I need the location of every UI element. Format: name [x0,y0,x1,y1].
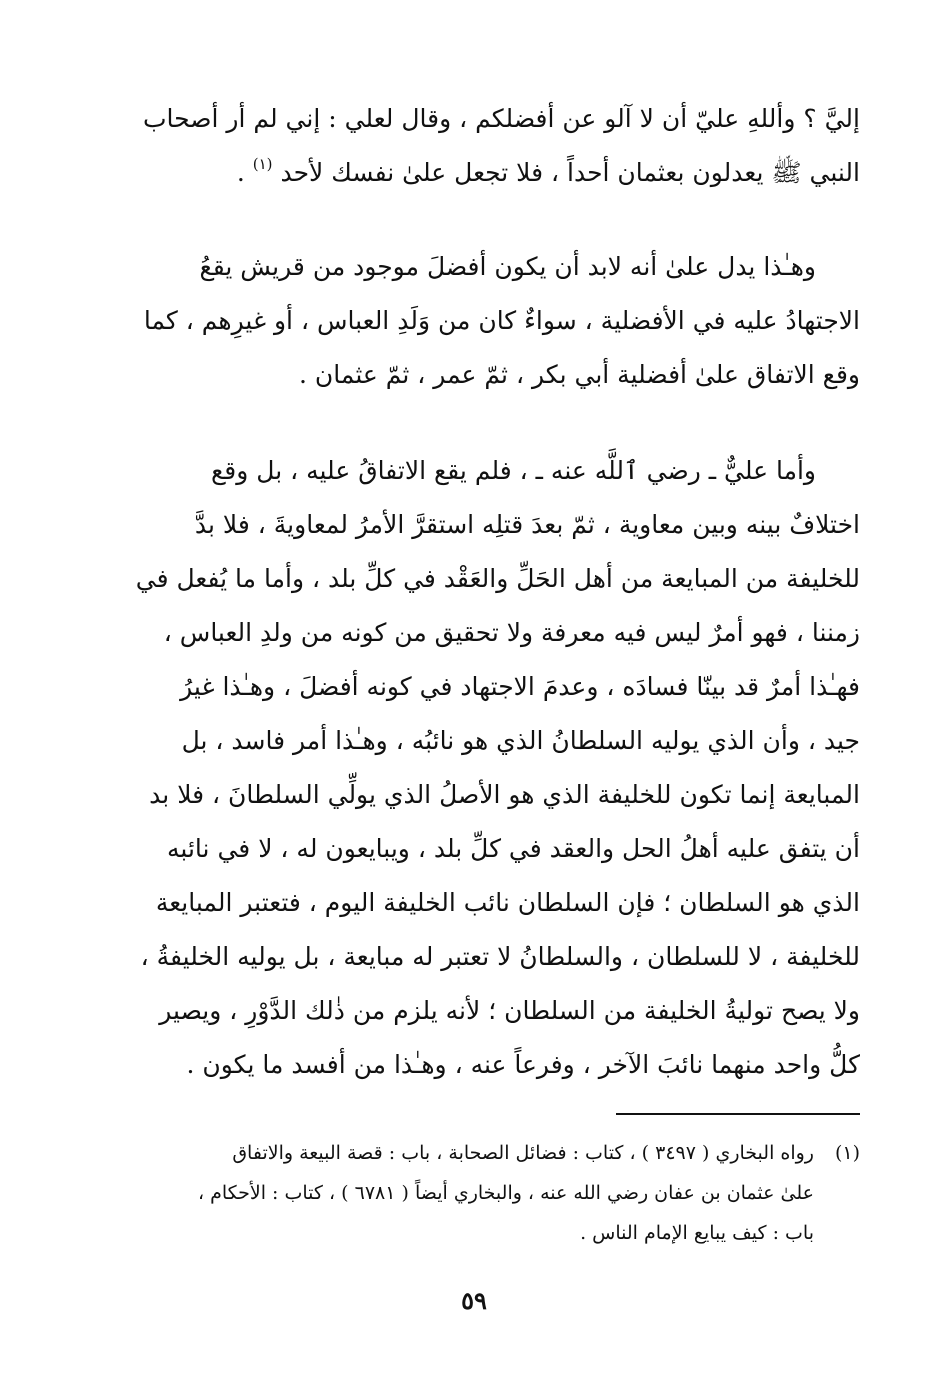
paragraph-line: الاجتهادُ عليه في الأفضلية ، سواءٌ كان من وَلَدِ العباس ، أو غيرِهم ، كما [143,306,860,335]
footnote-reference[interactable]: (١) [252,155,273,173]
paragraph-line: الذي هو السلطان ؛ فإن السلطان نائب الخليفة اليوم ، فتعتبر المبايعة [155,888,860,917]
paragraph-line: وقع الاتفاق علىٰ أفضلية أبي بكر ، ثمّ عمر ، ثمّ عثمان . [299,360,860,389]
paragraph-line: كلُّ واحد منهما نائبَ الآخر ، وفرعاً عنه ، وهـٰذا من أفسد ما يكون . [186,1050,860,1079]
footnote-item [130,1133,860,1253]
paragraph-line: أن يتفق عليه أهلُ الحل والعقد في كلِّ بلد ، ويبايعون له ، لا في نائبه [167,834,860,863]
paragraph-1 [108,92,860,200]
paragraph-3 [108,444,860,1092]
paragraph-line: المبايعة إنما تكون للخليفة الذي هو الأصلُ الذي يولِّي السلطانَ ، فلا بد [149,780,860,809]
paragraph-line: ولا يصح توليةُ الخليفة من السلطان ؛ لأنه يلزم من ذٰلك الدَّوْرِ ، ويصير [159,996,860,1025]
paragraph-2 [108,240,860,402]
paragraph-line-text: النبي ﷺ يعدلون بعثمان أحداً ، فلا تجعل علىٰ نفسك لأحد [280,158,860,187]
footnote-text [130,1133,814,1253]
paragraph-line: جيد ، وأن الذي يوليه السلطانُ الذي هو نائبُه ، وهـٰذا أمر فاسد ، بل [181,726,860,755]
footnote-line: علىٰ عثمان بن عفان رضي الله عنه ، والبخاري أيضاً ( ٦٧٨١ ) ، كتاب : الأحكام ، [197,1182,814,1204]
page-number: ٥٩ [461,1286,487,1315]
footnote-line: باب : كيف يبايع الإمام الناس . [580,1222,814,1244]
footnotes [130,1133,860,1253]
footnote-line: رواه البخاري ( ٣٤٩٧ ) ، كتاب : فضائل الصحابة ، باب : قصة البيعة والاتفاق [232,1142,814,1164]
footnote-divider [616,1113,860,1115]
paragraph-line: للخليفة من المبايعة من أهل الحَلِّ والعَقْد في كلِّ بلد ، وأما ما يُفعل في [135,564,860,593]
paragraph-line: زمننا ، فهو أمرٌ ليس فيه معرفة ولا تحقيق من كونه من ولدِ العباس ، [163,618,860,647]
paragraph-line [108,146,860,200]
paragraph-line: وأما عليٌّ ـ رضي ٱللَّه عنه ـ ، فلم يقع الاتفاقُ عليه ، بل وقع [210,456,816,485]
paragraph-line: إليَّ ؟ وأللهِ عليّ أن لا آلو عن أفضلكم ، وقال لعلي : إني لم أر أصحاب [142,104,860,133]
paragraph-line: وهـٰذا يدل علىٰ أنه لابد أن يكون أفضلَ موجود من قريش يقعُ [199,252,816,281]
end-mark: . [236,158,245,187]
footnote-number: (١) [834,1142,860,1164]
paragraph-line: فهـٰذا أمرٌ قد بينّا فسادَه ، وعدمَ الاجتهاد في كونه أفضلَ ، وهـٰذا غيرُ [180,672,860,701]
paragraph-line: للخليفة ، لا للسلطان ، والسلطانُ لا تعتبر له مبايعة ، بل يوليه الخليفةُ ، [140,942,860,971]
paragraph-line: اختلافٌ بينه وبين معاوية ، ثمّ بعدَ قتلِه استقرَّ الأمرُ لمعاويةَ ، فلا بدَّ [194,510,860,539]
